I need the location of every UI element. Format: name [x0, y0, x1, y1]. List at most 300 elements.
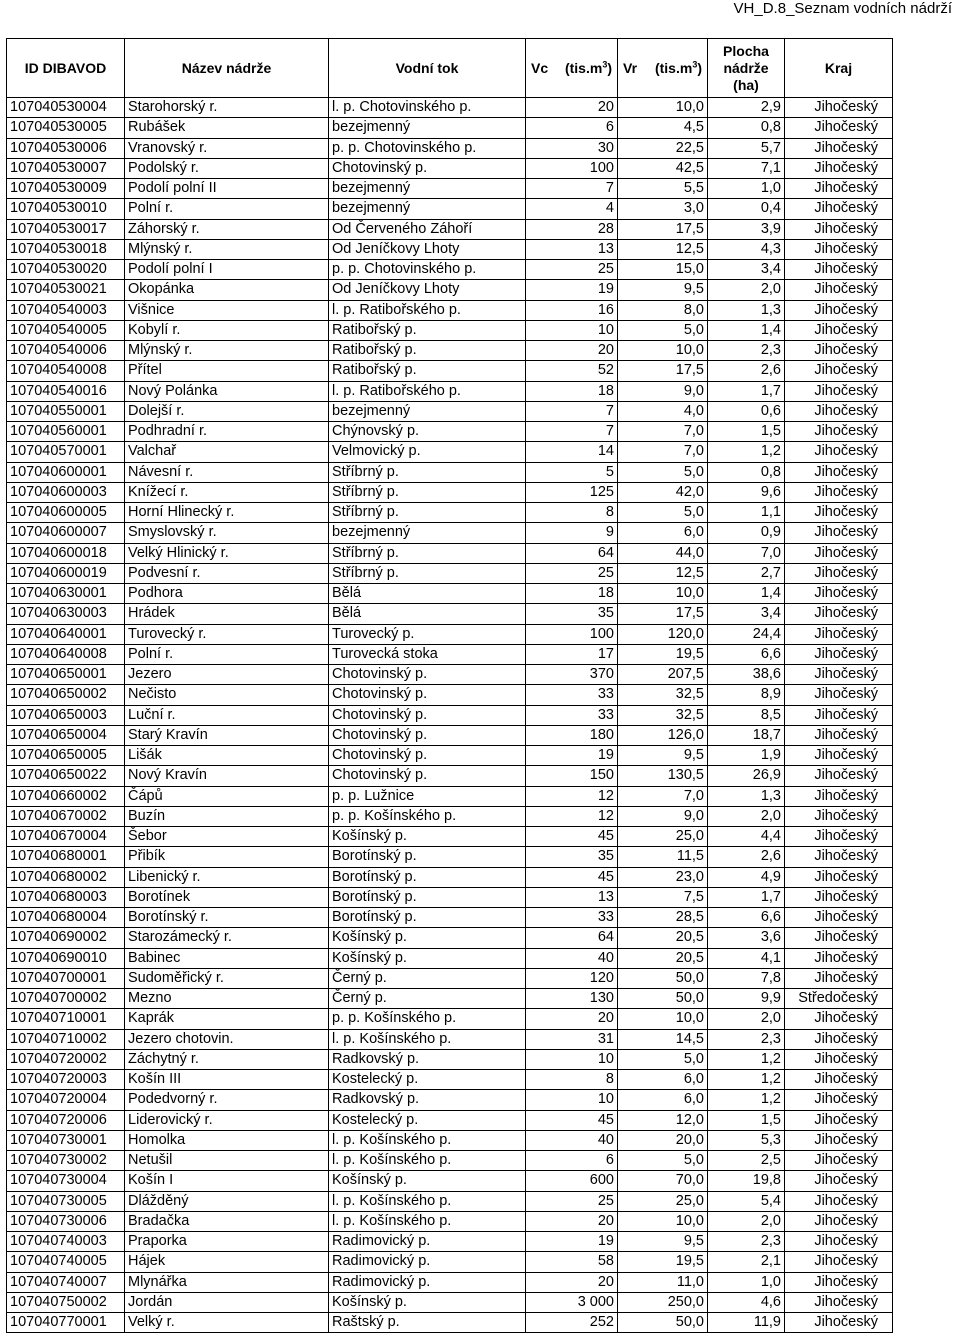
cell-name: Mlýnský r. [125, 341, 329, 361]
cell-name: Košín III [125, 1070, 329, 1090]
cell-stream: p. p. Chotovinského p. [329, 138, 526, 158]
cell-stream: Chotovinský p. [329, 705, 526, 725]
cell-vr: 10,0 [618, 1009, 708, 1029]
cell-region: Jihočeský [785, 260, 893, 280]
cell-vr: 9,5 [618, 746, 708, 766]
cell-vc: 45 [526, 827, 618, 847]
cell-region: Jihočeský [785, 665, 893, 685]
cell-vc: 33 [526, 685, 618, 705]
cell-region: Jihočeský [785, 908, 893, 928]
table-row [7, 1313, 893, 1333]
cell-id: 107040670004 [7, 827, 125, 847]
cell-id: 107040600003 [7, 482, 125, 502]
cell-vr: 7,0 [618, 786, 708, 806]
cell-region: Jihočeský [785, 401, 893, 421]
table-row [7, 1171, 893, 1191]
cell-area: 1,7 [708, 381, 785, 401]
cell-region: Jihočeský [785, 179, 893, 199]
cell-area: 2,0 [708, 1211, 785, 1231]
cell-vr: 7,0 [618, 442, 708, 462]
cell-vc: 3 000 [526, 1292, 618, 1312]
cell-stream: Borotínský p. [329, 867, 526, 887]
cell-area: 2,3 [708, 1232, 785, 1252]
cell-name: Podolský r. [125, 158, 329, 178]
cell-vr: 5,0 [618, 1151, 708, 1171]
cell-region: Jihočeský [785, 199, 893, 219]
cell-vc: 45 [526, 867, 618, 887]
table-row [7, 604, 893, 624]
cell-area: 8,5 [708, 705, 785, 725]
cell-vc: 33 [526, 908, 618, 928]
cell-region: Jihočeský [785, 1009, 893, 1029]
cell-stream: Ratibořský p. [329, 320, 526, 340]
cell-name: Knížecí r. [125, 482, 329, 502]
cell-vc: 17 [526, 644, 618, 664]
table-row [7, 746, 893, 766]
cell-id: 107040770001 [7, 1313, 125, 1333]
cell-stream: Borotínský p. [329, 908, 526, 928]
cell-stream: Černý p. [329, 968, 526, 988]
cell-name: Netušil [125, 1151, 329, 1171]
cell-region: Jihočeský [785, 786, 893, 806]
cell-vc: 150 [526, 766, 618, 786]
cell-vr: 11,0 [618, 1272, 708, 1292]
table-row [7, 847, 893, 867]
cell-vr: 28,5 [618, 908, 708, 928]
cell-vc: 12 [526, 806, 618, 826]
table-row [7, 401, 893, 421]
cell-id: 107040600007 [7, 523, 125, 543]
cell-vc: 35 [526, 604, 618, 624]
cell-id: 107040640008 [7, 644, 125, 664]
header-stream: Vodní tok [329, 39, 526, 98]
cell-name: Velký r. [125, 1313, 329, 1333]
cell-region: Jihočeský [785, 685, 893, 705]
table-row [7, 280, 893, 300]
cell-id: 107040650003 [7, 705, 125, 725]
cell-vc: 7 [526, 179, 618, 199]
cell-stream: bezejmenný [329, 179, 526, 199]
cell-name: Mlynářka [125, 1272, 329, 1292]
reservoir-table [6, 38, 893, 1333]
cell-vc: 45 [526, 1110, 618, 1130]
cell-id: 107040600005 [7, 503, 125, 523]
cell-vr: 19,5 [618, 644, 708, 664]
cell-region: Jihočeský [785, 928, 893, 948]
cell-area: 1,0 [708, 1272, 785, 1292]
cell-area: 1,3 [708, 786, 785, 806]
cell-vr: 120,0 [618, 624, 708, 644]
cell-area: 3,4 [708, 604, 785, 624]
cell-vr: 42,0 [618, 482, 708, 502]
cell-area: 7,8 [708, 968, 785, 988]
cell-name: Horní Hlinecký r. [125, 503, 329, 523]
cell-vr: 250,0 [618, 1292, 708, 1312]
cell-vc: 16 [526, 300, 618, 320]
cell-region: Jihočeský [785, 1252, 893, 1272]
cell-region: Jihočeský [785, 705, 893, 725]
cell-area: 5,3 [708, 1130, 785, 1150]
cell-area: 6,6 [708, 644, 785, 664]
cell-region: Jihočeský [785, 98, 893, 118]
cell-vr: 17,5 [618, 361, 708, 381]
cell-area: 3,6 [708, 928, 785, 948]
table-row [7, 98, 893, 118]
cell-region: Jihočeský [785, 948, 893, 968]
cell-region: Jihočeský [785, 503, 893, 523]
cell-vr: 7,5 [618, 887, 708, 907]
cell-name: Čápů [125, 786, 329, 806]
table-row [7, 503, 893, 523]
cell-stream: Stříbrný p. [329, 563, 526, 583]
cell-stream: Kostelecký p. [329, 1070, 526, 1090]
cell-area: 4,3 [708, 239, 785, 259]
cell-stream: p. p. Košínského p. [329, 806, 526, 826]
header-vc [526, 39, 618, 98]
cell-area: 2,0 [708, 806, 785, 826]
cell-area: 1,5 [708, 422, 785, 442]
table-row [7, 462, 893, 482]
cell-vc: 40 [526, 948, 618, 968]
cell-region: Jihočeský [785, 1151, 893, 1171]
cell-region: Jihočeský [785, 381, 893, 401]
cell-area: 5,4 [708, 1191, 785, 1211]
cell-name: Jordán [125, 1292, 329, 1312]
cell-area: 1,4 [708, 320, 785, 340]
cell-stream: Bělá [329, 584, 526, 604]
cell-region: Jihočeský [785, 867, 893, 887]
cell-name: Praporka [125, 1232, 329, 1252]
cell-name: Turovecký r. [125, 624, 329, 644]
cell-vc: 18 [526, 584, 618, 604]
cell-stream: bezejmenný [329, 199, 526, 219]
cell-region: Jihočeský [785, 604, 893, 624]
cell-name: Kobylí r. [125, 320, 329, 340]
cell-vc: 20 [526, 1009, 618, 1029]
cell-stream: Ratibořský p. [329, 361, 526, 381]
cell-vr: 19,5 [618, 1252, 708, 1272]
cell-region: Jihočeský [785, 563, 893, 583]
cell-area: 7,0 [708, 543, 785, 563]
cell-name: Podhora [125, 584, 329, 604]
cell-area: 6,6 [708, 908, 785, 928]
cell-id: 107040650001 [7, 665, 125, 685]
cell-vr: 9,0 [618, 806, 708, 826]
cell-stream: bezejmenný [329, 118, 526, 138]
cell-id: 107040690002 [7, 928, 125, 948]
cell-region: Jihočeský [785, 1110, 893, 1130]
cell-vc: 7 [526, 422, 618, 442]
table-row [7, 1211, 893, 1231]
table-row [7, 725, 893, 745]
cell-stream: Radimovický p. [329, 1232, 526, 1252]
cell-region: Jihočeský [785, 644, 893, 664]
cell-name: Nečisto [125, 685, 329, 705]
cell-region: Jihočeský [785, 766, 893, 786]
cell-id: 107040540005 [7, 320, 125, 340]
table-row [7, 1151, 893, 1171]
cell-stream: Radimovický p. [329, 1272, 526, 1292]
cell-name: Borotínek [125, 887, 329, 907]
cell-vr: 15,0 [618, 260, 708, 280]
cell-vc: 31 [526, 1029, 618, 1049]
cell-id: 107040750002 [7, 1292, 125, 1312]
table-row [7, 867, 893, 887]
cell-stream: p. p. Chotovinského p. [329, 260, 526, 280]
cell-id: 107040600019 [7, 563, 125, 583]
cell-vc: 25 [526, 563, 618, 583]
cell-name: Libenický r. [125, 867, 329, 887]
cell-area: 0,9 [708, 523, 785, 543]
cell-vr: 6,0 [618, 1090, 708, 1110]
cell-vc: 10 [526, 320, 618, 340]
cell-vr: 14,5 [618, 1029, 708, 1049]
document-label: VH_D.8_Seznam vodních nádrží [733, 0, 952, 17]
cell-stream: Stříbrný p. [329, 462, 526, 482]
cell-id: 107040730005 [7, 1191, 125, 1211]
cell-id: 107040730006 [7, 1211, 125, 1231]
cell-area: 9,9 [708, 989, 785, 1009]
cell-area: 4,9 [708, 867, 785, 887]
cell-name: Kaprák [125, 1009, 329, 1029]
cell-region: Jihočeský [785, 1090, 893, 1110]
cell-id: 107040630003 [7, 604, 125, 624]
table-row [7, 523, 893, 543]
cell-vr: 5,0 [618, 503, 708, 523]
table-row [7, 887, 893, 907]
cell-region: Jihočeský [785, 1049, 893, 1069]
table-row [7, 1272, 893, 1292]
cell-region: Jihočeský [785, 543, 893, 563]
cell-vr: 9,5 [618, 280, 708, 300]
cell-id: 107040680003 [7, 887, 125, 907]
cell-vr: 12,0 [618, 1110, 708, 1130]
cell-id: 107040710001 [7, 1009, 125, 1029]
table-row [7, 320, 893, 340]
cell-vc: 19 [526, 1232, 618, 1252]
cell-stream: l. p. Košínského p. [329, 1029, 526, 1049]
cell-area: 1,9 [708, 746, 785, 766]
cell-region: Jihočeský [785, 442, 893, 462]
cell-region: Jihočeský [785, 725, 893, 745]
cell-stream: Chotovinský p. [329, 685, 526, 705]
cell-id: 107040640001 [7, 624, 125, 644]
cell-vc: 6 [526, 118, 618, 138]
cell-stream: Stříbrný p. [329, 543, 526, 563]
cell-area: 0,6 [708, 401, 785, 421]
cell-region: Jihočeský [785, 300, 893, 320]
cell-name: Starý Kravín [125, 725, 329, 745]
cell-vc: 252 [526, 1313, 618, 1333]
cell-vr: 9,5 [618, 1232, 708, 1252]
cell-vc: 30 [526, 138, 618, 158]
table-row [7, 543, 893, 563]
cell-stream: p. p. Lužnice [329, 786, 526, 806]
cell-area: 8,9 [708, 685, 785, 705]
cell-id: 107040680002 [7, 867, 125, 887]
cell-name: Velký Hlinický r. [125, 543, 329, 563]
cell-vr: 4,0 [618, 401, 708, 421]
cell-region: Jihočeský [785, 827, 893, 847]
table-row [7, 1049, 893, 1069]
cell-vr: 9,0 [618, 381, 708, 401]
cell-id: 107040630001 [7, 584, 125, 604]
cell-region: Jihočeský [785, 482, 893, 502]
cell-vr: 207,5 [618, 665, 708, 685]
table-row [7, 1070, 893, 1090]
cell-region: Jihočeský [785, 462, 893, 482]
cell-name: Sudoměřický r. [125, 968, 329, 988]
cell-vr: 6,0 [618, 523, 708, 543]
table-row [7, 1029, 893, 1049]
table-row [7, 786, 893, 806]
cell-region: Jihočeský [785, 806, 893, 826]
cell-id: 107040530021 [7, 280, 125, 300]
cell-area: 24,4 [708, 624, 785, 644]
cell-area: 1,2 [708, 1049, 785, 1069]
cell-vc: 180 [526, 725, 618, 745]
cell-stream: Chotovinský p. [329, 746, 526, 766]
cell-stream: l. p. Košínského p. [329, 1211, 526, 1231]
cell-area: 26,9 [708, 766, 785, 786]
cell-vc: 20 [526, 1211, 618, 1231]
cell-area: 1,2 [708, 1090, 785, 1110]
cell-stream: Borotínský p. [329, 847, 526, 867]
cell-area: 1,2 [708, 442, 785, 462]
cell-name: Vranovský r. [125, 138, 329, 158]
cell-vc: 125 [526, 482, 618, 502]
cell-id: 107040550001 [7, 401, 125, 421]
cell-region: Jihočeský [785, 1191, 893, 1211]
cell-area: 5,7 [708, 138, 785, 158]
cell-area: 1,5 [708, 1110, 785, 1130]
cell-stream: Od Jeníčkovy Lhoty [329, 239, 526, 259]
cell-area: 4,1 [708, 948, 785, 968]
cell-area: 38,6 [708, 665, 785, 685]
cell-area: 1,3 [708, 300, 785, 320]
table-row [7, 705, 893, 725]
table-row [7, 948, 893, 968]
cell-id: 107040530004 [7, 98, 125, 118]
cell-vc: 120 [526, 968, 618, 988]
cell-id: 107040710002 [7, 1029, 125, 1049]
table-row [7, 827, 893, 847]
cell-vc: 64 [526, 928, 618, 948]
cell-vr: 17,5 [618, 219, 708, 239]
table-row [7, 239, 893, 259]
cell-name: Višnice [125, 300, 329, 320]
cell-vc: 8 [526, 503, 618, 523]
cell-vc: 12 [526, 786, 618, 806]
cell-name: Jezero [125, 665, 329, 685]
cell-name: Babinec [125, 948, 329, 968]
cell-vc: 9 [526, 523, 618, 543]
table-row [7, 341, 893, 361]
cell-stream: Kostelecký p. [329, 1110, 526, 1130]
cell-vr: 23,0 [618, 867, 708, 887]
cell-area: 2,9 [708, 98, 785, 118]
header-id: ID DIBAVOD [7, 39, 125, 98]
cell-vr: 3,0 [618, 199, 708, 219]
cell-vr: 42,5 [618, 158, 708, 178]
cell-vc: 600 [526, 1171, 618, 1191]
cell-vc: 25 [526, 1191, 618, 1211]
cell-id: 107040650022 [7, 766, 125, 786]
cell-vc: 10 [526, 1049, 618, 1069]
cell-vr: 130,5 [618, 766, 708, 786]
cell-stream: Turovecká stoka [329, 644, 526, 664]
cell-area: 4,4 [708, 827, 785, 847]
cell-stream: Stříbrný p. [329, 503, 526, 523]
cell-vc: 58 [526, 1252, 618, 1272]
cell-id: 107040560001 [7, 422, 125, 442]
cell-area: 2,0 [708, 1009, 785, 1029]
cell-area: 4,6 [708, 1292, 785, 1312]
cell-area: 2,6 [708, 847, 785, 867]
table-row [7, 928, 893, 948]
cell-id: 107040730001 [7, 1130, 125, 1150]
cell-area: 1,1 [708, 503, 785, 523]
cell-stream: Turovecký p. [329, 624, 526, 644]
cell-id: 107040740005 [7, 1252, 125, 1272]
cell-region: Jihočeský [785, 523, 893, 543]
cell-id: 107040540008 [7, 361, 125, 381]
cell-region: Jihočeský [785, 1313, 893, 1333]
cell-id: 107040600001 [7, 462, 125, 482]
cell-stream: p. p. Košínského p. [329, 1009, 526, 1029]
header-vc-label: Vc [531, 59, 549, 76]
cell-area: 7,1 [708, 158, 785, 178]
cell-name: Luční r. [125, 705, 329, 725]
cell-id: 107040530020 [7, 260, 125, 280]
cell-stream: l. p. Ratibořského p. [329, 381, 526, 401]
table-row [7, 563, 893, 583]
cell-area: 1,2 [708, 1070, 785, 1090]
cell-vr: 25,0 [618, 1191, 708, 1211]
cell-id: 107040680001 [7, 847, 125, 867]
cell-id: 107040730002 [7, 1151, 125, 1171]
cell-area: 2,5 [708, 1151, 785, 1171]
cell-stream: Bělá [329, 604, 526, 624]
cell-id: 107040570001 [7, 442, 125, 462]
cell-vc: 52 [526, 361, 618, 381]
cell-vr: 8,0 [618, 300, 708, 320]
cell-name: Podvesní r. [125, 563, 329, 583]
cell-area: 2,1 [708, 1252, 785, 1272]
cell-region: Jihočeský [785, 1272, 893, 1292]
cell-id: 107040530007 [7, 158, 125, 178]
cell-area: 0,8 [708, 462, 785, 482]
cell-vr: 126,0 [618, 725, 708, 745]
cell-stream: Raštský p. [329, 1313, 526, 1333]
table-row [7, 624, 893, 644]
cell-name: Liderovický r. [125, 1110, 329, 1130]
cell-vc: 18 [526, 381, 618, 401]
cell-stream: Borotínský p. [329, 887, 526, 907]
cell-vr: 10,0 [618, 341, 708, 361]
cell-region: Jihočeský [785, 1130, 893, 1150]
cell-vc: 35 [526, 847, 618, 867]
cell-area: 3,4 [708, 260, 785, 280]
table-row [7, 1191, 893, 1211]
cell-id: 107040740003 [7, 1232, 125, 1252]
cell-vc: 7 [526, 401, 618, 421]
cell-vc: 20 [526, 341, 618, 361]
cell-vc: 5 [526, 462, 618, 482]
cell-stream: Radkovský p. [329, 1049, 526, 1069]
table-row [7, 1110, 893, 1130]
cell-vc: 20 [526, 1272, 618, 1292]
